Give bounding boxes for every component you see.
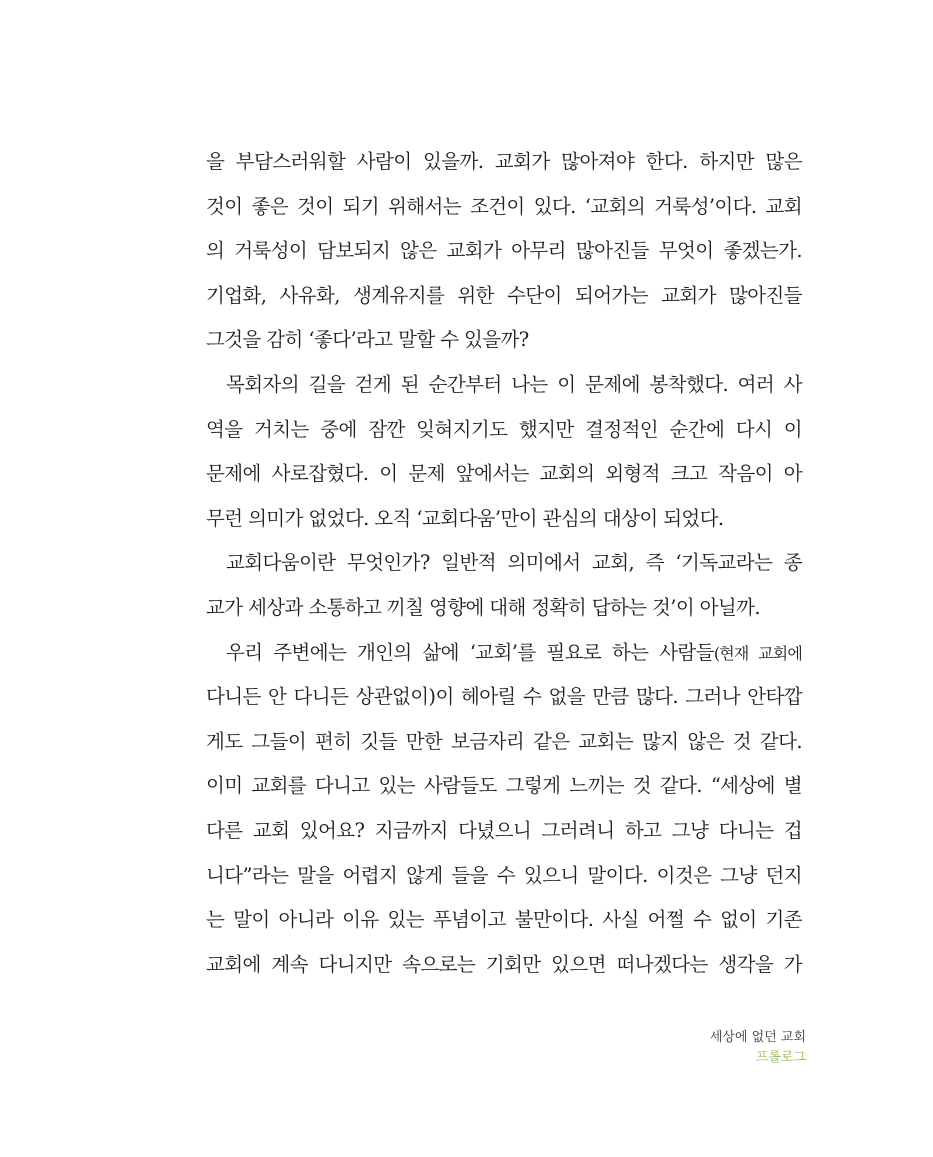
text-line-parenthetical: (현재 교회에 <box>713 643 802 663</box>
text-line: 다니든 안 다니든 상관없이)이 헤아릴 수 없을 만큼 많다. 그러나 안타깝 <box>206 685 802 709</box>
text-line: 것이 좋은 것이 되기 위해서는 조건이 있다. ‘교회의 거룩성’이다. 교회 <box>206 194 802 218</box>
text-line: 게도 그들이 편히 깃들 만한 보금자리 같은 교회는 많지 않은 것 같다. <box>206 729 802 753</box>
text-line: 을 부담스러워할 사람이 있을까. 교회가 많아져야 한다. 하지만 많은 <box>206 150 802 173</box>
book-title: 세상에 없던 교회 <box>709 1030 806 1045</box>
text-line: 역을 거치는 중에 잠깐 잊혀지기도 했지만 결정적인 순간에 다시 이 <box>206 417 802 441</box>
text-line: 다른 교회 있어요? 지금까지 다녔으니 그러려니 하고 그냥 다니는 겁 <box>206 818 802 842</box>
body-text <box>206 140 802 987</box>
text-line-paragraph-start: 목회자의 길을 걷게 된 순간부터 나는 이 문제에 봉착했다. 여러 사 <box>226 372 802 396</box>
text-line-main: 우리 주변에는 개인의 삶에 ‘교회’를 필요로 하는 사람들 <box>226 640 714 664</box>
text-line-paragraph-end: 그것을 감히 ‘좋다’라고 말할 수 있을까? <box>206 328 529 352</box>
chapter-title: 프롤로그 <box>755 1050 806 1065</box>
text-line: 이미 교회를 다니고 있는 사람들도 그렇게 느끼는 것 같다. “세상에 별 <box>206 774 802 798</box>
text-line: 문제에 사로잡혔다. 이 문제 앞에서는 교회의 외형적 크고 작음이 아 <box>206 462 802 486</box>
text-line-paragraph-start: 교회다움이란 무엇인가? 일반적 의미에서 교회, 즉 ‘기독교라는 종 <box>226 551 802 575</box>
text-line: 는 말이 아니라 이유 있는 푸념이고 불만이다. 사실 어쩔 수 없이 기존 <box>206 908 802 932</box>
text-line: 기업화, 사유화, 생계유지를 위한 수단이 되어가는 교회가 많아진들 <box>206 283 802 307</box>
text-line-paragraph-end: 교가 세상과 소통하고 끼칠 영향에 대해 정확히 답하는 것’이 아닐까. <box>206 595 760 619</box>
text-line: 교회에 계속 다니지만 속으로는 기회만 있으면 떠나겠다는 생각을 가 <box>206 952 802 976</box>
text-line: 니다”라는 말을 어렵지 않게 들을 수 있으니 말이다. 이것은 그냥 던지 <box>206 863 802 887</box>
text-line-paragraph-end: 무런 의미가 없었다. 오직 ‘교회다움’만이 관심의 대상이 되었다. <box>206 506 724 530</box>
text-line: 의 거룩성이 담보되지 않은 교회가 아무리 많아진들 무엇이 좋겠는가. <box>206 239 802 263</box>
text-line-paragraph-start <box>206 631 802 676</box>
running-footer <box>710 1028 806 1068</box>
